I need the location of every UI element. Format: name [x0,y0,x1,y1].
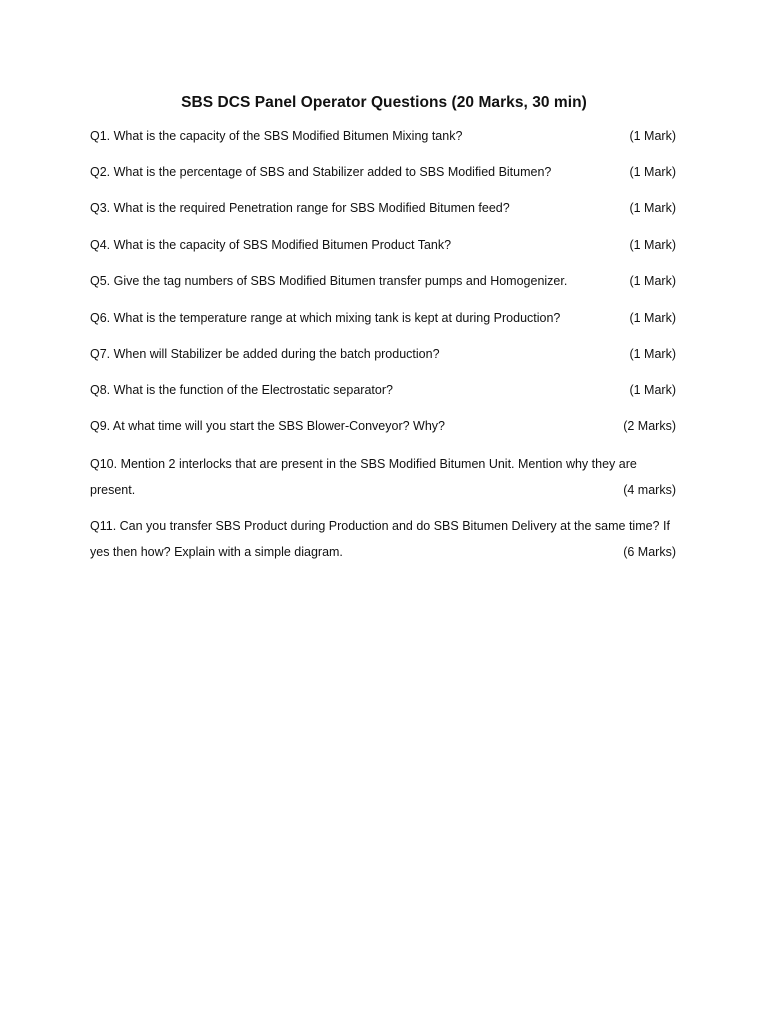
question-11 [90,513,676,565]
question-10 [90,451,676,503]
question-marks: (4 marks) [623,483,676,497]
question-5 [90,268,676,294]
question-text-line-2: present. [90,483,136,497]
question-text: Q5. Give the tag numbers of SBS Modified Bitumen transfer pumps and Homogenizer. [90,274,568,288]
question-marks: (2 Marks) [623,419,676,433]
question-text: Q9. At what time will you start the SBS Blower-Conveyor? Why? [90,419,445,433]
question-marks: (1 Mark) [629,311,676,325]
question-marks: (1 Mark) [629,347,676,361]
question-3 [90,195,676,221]
question-marks: (1 Mark) [629,201,676,215]
question-marks: (1 Mark) [629,238,676,252]
question-8 [90,377,676,403]
question-text: Q6. What is the temperature range at which mixing tank is kept at during Production? [90,311,561,325]
question-marks: (6 Marks) [623,545,676,559]
question-9 [90,413,676,439]
question-marks: (1 Mark) [629,383,676,397]
question-1 [90,123,676,149]
question-text: Q1. What is the capacity of the SBS Modified Bitumen Mixing tank? [90,129,463,143]
question-2 [90,159,676,185]
question-text: Q8. What is the function of the Electrostatic separator? [90,383,393,397]
question-text: Q3. What is the required Penetration range for SBS Modified Bitumen feed? [90,201,510,215]
question-text-line-2: yes then how? Explain with a simple diagram. [90,545,343,559]
question-marks: (1 Mark) [629,274,676,288]
question-text-line-1: Q10. Mention 2 interlocks that are present in the SBS Modified Bitumen Unit. Mention why they are [90,457,637,471]
question-6 [90,305,676,331]
question-7 [90,341,676,367]
question-text: Q4. What is the capacity of SBS Modified Bitumen Product Tank? [90,238,452,252]
question-text: Q7. When will Stabilizer be added during the batch production? [90,347,440,361]
question-marks: (1 Mark) [629,129,676,143]
page-title: SBS DCS Panel Operator Questions (20 Marks, 30 min) [181,94,587,111]
question-text: Q2. What is the percentage of SBS and Stabilizer added to SBS Modified Bitumen? [90,165,552,179]
question-text-line-1: Q11. Can you transfer SBS Product during Production and do SBS Bitumen Delivery at the same time? If [90,519,670,533]
question-4 [90,232,676,258]
question-marks: (1 Mark) [629,165,676,179]
